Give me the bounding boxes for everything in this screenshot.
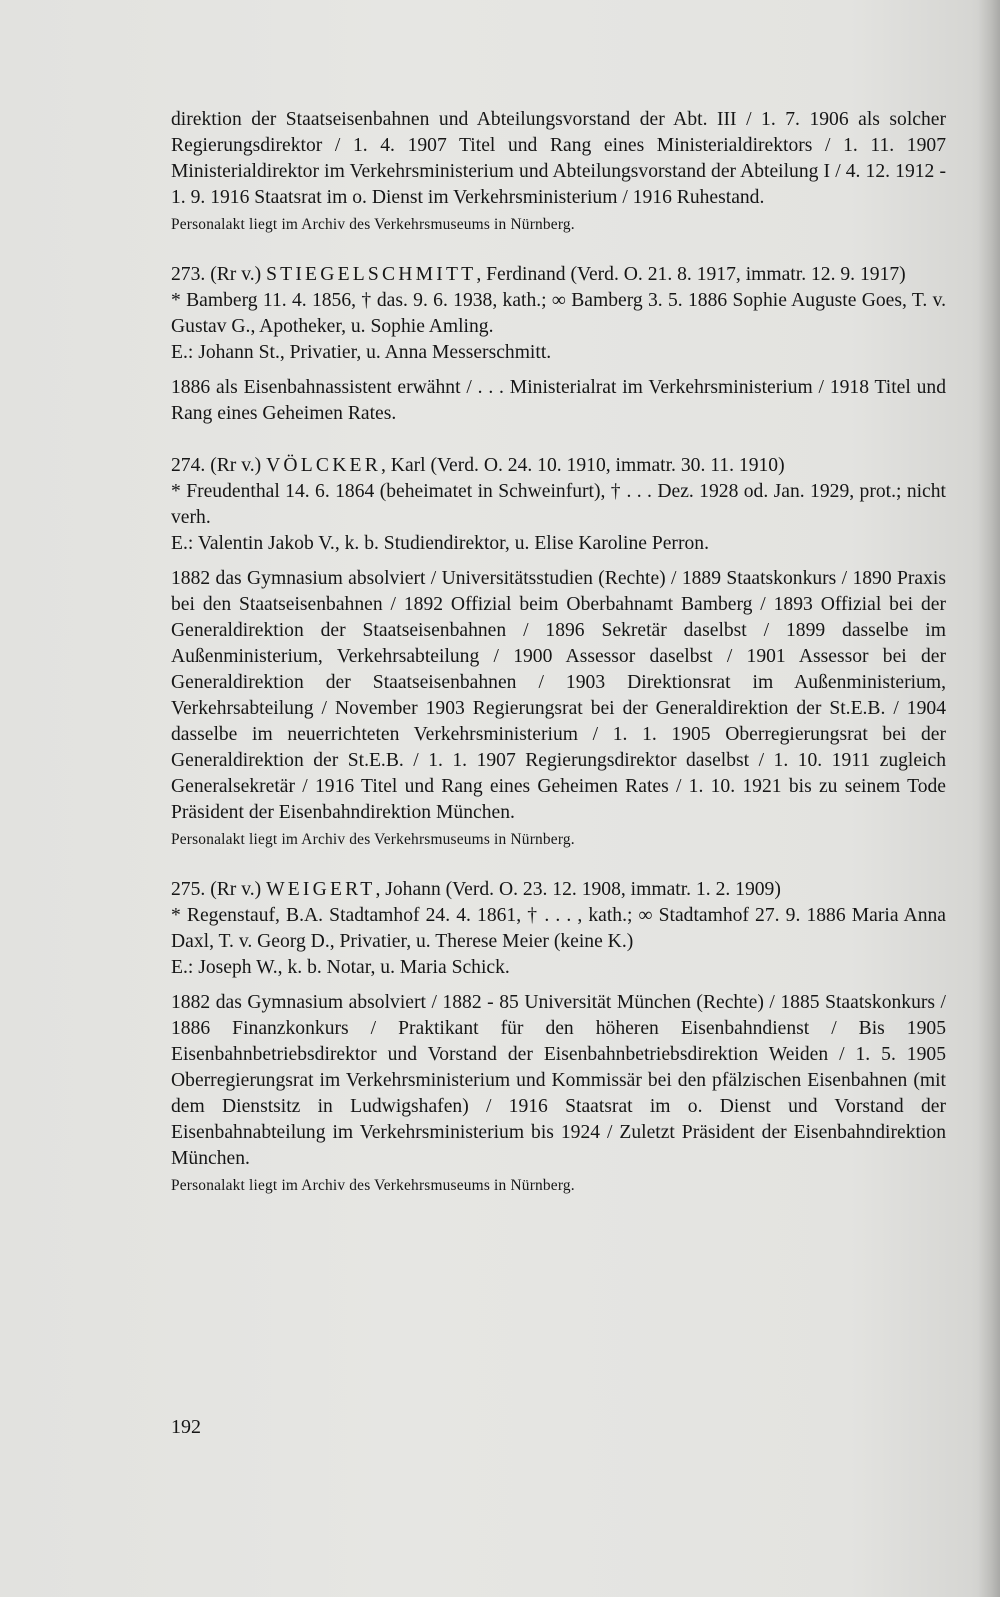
entry-heading-details: , Johann (Verd. O. 23. 12. 1908, immatr. 1. 2. 1909) xyxy=(375,879,781,900)
entry-heading-details: , Karl (Verd. O. 24. 10. 1910, immatr. 30. 11. 1910) xyxy=(381,455,785,476)
entry-heading xyxy=(171,877,946,903)
entry-surname: VÖLCKER xyxy=(266,455,381,476)
intro-archive-note: Personalakt liegt im Archiv des Verkehrsmuseums in Nürnberg. xyxy=(171,216,575,233)
entry-274 xyxy=(171,453,946,851)
entry-birth: * Regenstauf, B.A. Stadtamhof 24. 4. 1861, † . . . , kath.; ∞ Stadtamhof 27. 9. 1886 Maria Anna Daxl, T. v. Georg D., Privatier, u. Therese Meier (keine K.) xyxy=(171,905,946,952)
entry-parents: E.: Joseph W., k. b. Notar, u. Maria Schick. xyxy=(171,957,510,978)
entry-275 xyxy=(171,877,946,1197)
entry-parents: E.: Valentin Jakob V., k. b. Studiendirektor, u. Elise Karoline Perron. xyxy=(171,533,709,554)
entry-surname: STIEGELSCHMITT xyxy=(266,264,477,285)
entry-career: 1882 das Gymnasium absolviert / Universitätsstudien (Rechte) / 1889 Staatskonkurs / 1890 Praxis bei den Staatseisenbahnen / 1892 Offizial beim Oberbahnamt Bamberg / 1893 Offizial bei der Generaldirektion der Staatseisenbahnen / 1896 Sekretär daselbst / 1899 dasselbe im Außenministerium, Verkehrsabteilung / 1900 Assessor daselbst / 1901 Assessor bei der Generaldirektion der Staatseisenbahnen / 1903 Direktionsrat im Außenministerium, Verkehrsabteilung / November 1903 Regierungsrat bei der Generaldirektion der St.E.B. / 1904 dasselbe im neuerrichteten Verkehrsministerium / 1. 1. 1905 Oberregierungsrat bei der Generaldirektion der St.E.B. / 1. 1. 1907 Regierungsdirektor daselbst / 1. 10. 1911 zugleich Generalsekretär / 1916 Titel und Rang eines Geheimen Rates / 1. 10. 1921 bis zu seinem Tode Präsident der Eisenbahndirektion München. xyxy=(171,568,946,823)
entry-surname: WEIGERT xyxy=(266,879,376,900)
entry-birth: * Freudenthal 14. 6. 1864 (beheimatet in Schweinfurt), † . . . Dez. 1928 od. Jan. 1929, prot.; nicht verh. xyxy=(171,481,946,528)
entry-273 xyxy=(171,262,946,427)
entry-archive-note: Personalakt liegt im Archiv des Verkehrsmuseums in Nürnberg. xyxy=(171,831,575,848)
entry-heading-details: , Ferdinand (Verd. O. 21. 8. 1917, immatr. 12. 9. 1917) xyxy=(476,264,906,285)
entry-career: 1882 das Gymnasium absolviert / 1882 - 85 Universität München (Rechte) / 1885 Staatskonkurs / 1886 Finanzkonkurs / Praktikant für den höheren Eisenbahndienst / Bis 1905 Eisenbahnbetriebsdirektor und Vorstand der Eisenbahnbetriebsdirektion Weiden / 1. 5. 1905 Oberregierungsrat im Verkehrsministerium und Kommissär bei den pfälzischen Eisenbahnen (mit dem Dienstsitz in Ludwigshafen) / 1916 Staatsrat im o. Dienst und Vorstand der Eisenbahnabteilung im Verkehrsministerium bis 1924 / Zuletzt Präsident der Eisenbahndirektion München. xyxy=(171,992,946,1169)
entry-archive-note: Personalakt liegt im Archiv des Verkehrsmuseums in Nürnberg. xyxy=(171,1177,575,1194)
page-edge-shadow xyxy=(978,0,1000,1597)
entry-number: 274. (Rr v.) xyxy=(171,455,267,476)
entry-number: 275. (Rr v.) xyxy=(171,879,267,900)
entry-career: 1886 als Eisenbahnassistent erwähnt / . . . Ministerialrat im Verkehrsministerium / 1918 Titel und Rang eines Geheimen Rates. xyxy=(171,377,946,424)
entry-birth: * Bamberg 11. 4. 1856, † das. 9. 6. 1938, kath.; ∞ Bamberg 3. 5. 1886 Sophie Auguste Goes, T. v. Gustav G., Apotheker, u. Sophie Amling. xyxy=(171,290,946,337)
entry-heading xyxy=(171,262,946,288)
entry-parents: E.: Johann St., Privatier, u. Anna Messerschmitt. xyxy=(171,342,552,363)
page-content xyxy=(171,107,946,1197)
page-number: 192 xyxy=(171,1416,201,1438)
intro-career-text: direktion der Staatseisenbahnen und Abteilungsvorstand der Abt. III / 1. 7. 1906 als solcher Regierungsdirektor / 1. 4. 1907 Titel und Rang eines Ministerialdirektors / 1. 11. 1907 Ministerialdirektor im Verkehrsministerium und Abteilungsvorstand der Abteilung I / 4. 12. 1912 - 1. 9. 1916 Staatsrat im o. Dienst im Verkehrsministerium / 1916 Ruhestand. xyxy=(171,109,946,208)
entry-heading xyxy=(171,453,946,479)
entry-number: 273. (Rr v.) xyxy=(171,264,267,285)
